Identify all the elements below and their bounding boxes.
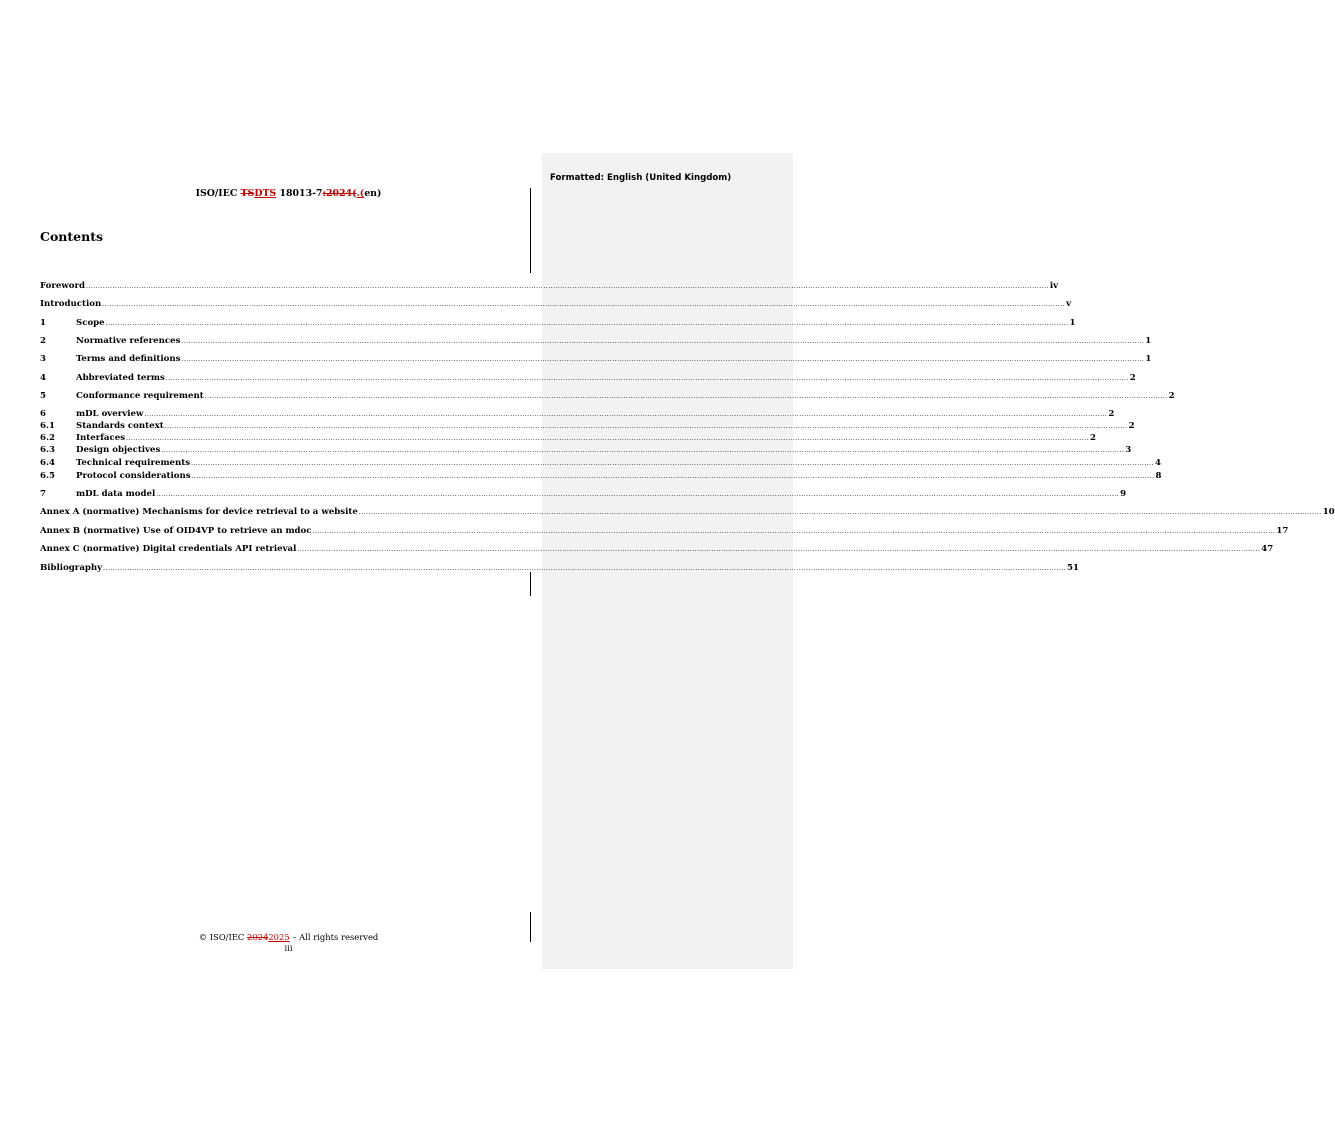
- toc-entry[interactable]: [40, 488, 1127, 500]
- toc-entry-title: mDL overview: [76, 409, 144, 419]
- toc-entry-title: Scope: [76, 318, 105, 328]
- toc-leader-dots: ................................................................................................................................................................................................................................................................................................................................................................................................................: [312, 528, 1276, 535]
- toc-entry[interactable]: [40, 353, 1152, 365]
- toc-leader-dots: ................................................................................................................................................................................................................................................................................................................................................................................................................: [181, 338, 1145, 345]
- toc-entry-title: Standards context: [76, 421, 164, 431]
- toc-entry[interactable]: [40, 457, 1161, 469]
- toc-entry-page: v: [1066, 299, 1072, 309]
- toc-entry-number: 6.3: [40, 445, 55, 455]
- toc-leader-dots: ................................................................................................................................................................................................................................................................................................................................................................................................................: [105, 320, 1069, 327]
- toc-leader-dots: ................................................................................................................................................................................................................................................................................................................................................................................................................: [102, 301, 1066, 308]
- toc-leader-dots: ................................................................................................................................................................................................................................................................................................................................................................................................................: [165, 375, 1129, 382]
- copyright-inserted-year: 2025: [268, 932, 290, 942]
- header-deleted-ts: TS: [240, 188, 255, 199]
- toc-entry[interactable]: [40, 280, 1059, 292]
- toc-entry[interactable]: [40, 317, 1076, 329]
- toc-entry-page: 10: [1322, 507, 1335, 517]
- toc-entry-page: 17: [1276, 526, 1289, 536]
- toc-leader-dots: ................................................................................................................................................................................................................................................................................................................................................................................................................: [204, 393, 1168, 400]
- page-number: iii: [284, 943, 293, 953]
- toc-entry-number: 2: [40, 336, 46, 346]
- comment-pane: [542, 153, 793, 969]
- toc-entry-title: Interfaces: [76, 433, 126, 443]
- toc-entry-number: 6.5: [40, 471, 55, 481]
- toc-leader-dots: ................................................................................................................................................................................................................................................................................................................................................................................................................: [191, 460, 1154, 467]
- toc-entry-page: 51: [1067, 563, 1080, 573]
- header-deleted-year: :2024(: [322, 188, 357, 199]
- toc-leader-dots: ................................................................................................................................................................................................................................................................................................................................................................................................................: [126, 435, 1089, 442]
- document-header: [40, 188, 537, 200]
- copyright-prefix: © ISO/IEC: [198, 932, 247, 942]
- toc-entry-title: Bibliography: [40, 563, 103, 573]
- toc-entry-number: 6.4: [40, 458, 55, 468]
- toc-entry[interactable]: [40, 432, 1096, 444]
- document-footer: [40, 932, 537, 954]
- toc-leader-dots: ................................................................................................................................................................................................................................................................................................................................................................................................................: [161, 447, 1125, 454]
- header-number: 18013-7: [276, 188, 323, 199]
- change-bar-top: [530, 188, 531, 273]
- toc-entry[interactable]: [40, 543, 1274, 555]
- toc-entry[interactable]: [40, 372, 1136, 384]
- toc-entry-title: Technical requirements: [76, 458, 191, 468]
- toc-entry-page: 3: [1125, 445, 1132, 455]
- toc-entry-page: iv: [1049, 281, 1059, 291]
- toc-leader-dots: ................................................................................................................................................................................................................................................................................................................................................................................................................: [156, 491, 1120, 498]
- toc-leader-dots: ................................................................................................................................................................................................................................................................................................................................................................................................................: [191, 473, 1155, 480]
- header-suffix: en): [364, 188, 382, 199]
- toc-entry-title: mDL data model: [76, 489, 156, 499]
- copyright-deleted-year: 2024: [247, 932, 269, 942]
- toc-entry-title: Annex A (normative) Mechanisms for device retrieval to a website: [40, 507, 358, 517]
- toc-entry-page: 47: [1261, 544, 1274, 554]
- toc-entry-page: 8: [1155, 471, 1162, 481]
- toc-entry-page: 2: [1168, 391, 1175, 401]
- toc-entry[interactable]: [40, 525, 1289, 537]
- toc-entry-page: 1: [1069, 318, 1076, 328]
- toc-entry-number: 3: [40, 354, 46, 364]
- toc-entry[interactable]: [40, 506, 1335, 518]
- toc-entry-page: 9: [1120, 489, 1127, 499]
- toc-entry[interactable]: [40, 298, 1072, 310]
- toc-leader-dots: ................................................................................................................................................................................................................................................................................................................................................................................................................: [144, 411, 1108, 418]
- toc-leader-dots: ................................................................................................................................................................................................................................................................................................................................................................................................................: [103, 565, 1067, 572]
- toc-entry-number: 6.1: [40, 421, 55, 431]
- toc-entry-page: 4: [1154, 458, 1161, 468]
- toc-entry-number: 6: [40, 409, 46, 419]
- toc-leader-dots: ................................................................................................................................................................................................................................................................................................................................................................................................................: [164, 423, 1128, 430]
- header-inserted-dts: DTS: [254, 188, 277, 199]
- toc-entry-number: 5: [40, 391, 46, 401]
- toc-entry[interactable]: [40, 390, 1175, 402]
- toc-entry-page: 2: [1108, 409, 1115, 419]
- header-prefix: ISO/IEC: [195, 188, 241, 199]
- toc-entry-title: Annex C (normative) Digital credentials API retrieval: [40, 544, 297, 554]
- toc-entry[interactable]: [40, 408, 1115, 420]
- toc-leader-dots: ................................................................................................................................................................................................................................................................................................................................................................................................................: [297, 546, 1261, 553]
- toc-entry-title: Abbreviated terms: [76, 373, 165, 383]
- toc-entry[interactable]: [40, 562, 1080, 574]
- toc-entry-page: 2: [1129, 373, 1136, 383]
- toc-entry-number: 7: [40, 489, 46, 499]
- contents-title: Contents: [40, 229, 104, 244]
- toc-entry[interactable]: [40, 470, 1162, 482]
- copyright-line: [40, 932, 537, 943]
- toc-entry-page: 1: [1145, 354, 1152, 364]
- toc-entry-title: Annex B (normative) Use of OID4VP to retrieve an mdoc: [40, 526, 312, 536]
- toc-leader-dots: ................................................................................................................................................................................................................................................................................................................................................................................................................: [358, 509, 1322, 516]
- toc-entry-title: Conformance requirement: [76, 391, 204, 401]
- change-bar-middle: [530, 572, 531, 596]
- header-inserted-separator: .(: [356, 188, 365, 199]
- toc-entry-title: Terms and definitions: [76, 354, 181, 364]
- toc-entry-page: 2: [1089, 433, 1096, 443]
- formatting-comment[interactable]: Formatted: English (United Kingdom): [550, 173, 732, 183]
- toc-entry-number: 6.2: [40, 433, 55, 443]
- toc-leader-dots: ................................................................................................................................................................................................................................................................................................................................................................................................................: [181, 356, 1145, 363]
- toc-entry-title: Normative references: [76, 336, 181, 346]
- toc-entry[interactable]: [40, 420, 1135, 432]
- toc-entry-page: 2: [1128, 421, 1135, 431]
- toc-entry-title: Foreword: [40, 281, 86, 291]
- toc-entry-number: 4: [40, 373, 46, 383]
- copyright-suffix: – All rights reserved: [289, 932, 379, 942]
- toc-entry-title: Protocol considerations: [76, 471, 191, 481]
- toc-entry[interactable]: [40, 444, 1132, 456]
- toc-entry-page: 1: [1145, 336, 1152, 346]
- toc-entry-title: Design objectives: [76, 445, 161, 455]
- toc-entry-title: Introduction: [40, 299, 102, 309]
- toc-entry-number: 1: [40, 318, 46, 328]
- toc-entry[interactable]: [40, 335, 1152, 347]
- toc-leader-dots: ................................................................................................................................................................................................................................................................................................................................................................................................................: [86, 283, 1049, 290]
